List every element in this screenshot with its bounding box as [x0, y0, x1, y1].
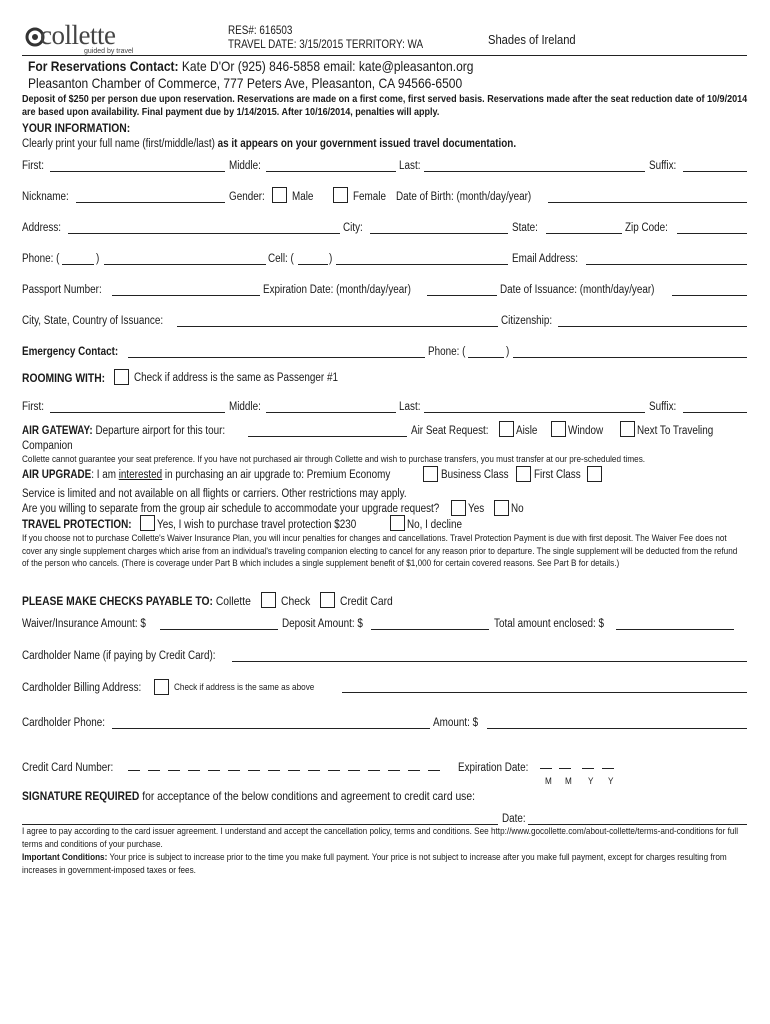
companion-label: Companion [22, 440, 73, 452]
cell-paren: ) [329, 253, 333, 265]
billing-address-field[interactable] [342, 692, 747, 693]
total-enclosed-label: Total amount enclosed: $ [494, 618, 604, 630]
billing-same-label: Check if address is the same as above [174, 682, 315, 693]
amount-field[interactable] [487, 728, 747, 729]
service-limited-note: Service is limited and not available on all flights or carriers. Other restrictions may apply. [22, 488, 407, 500]
cell-field[interactable] [336, 264, 508, 265]
emergency-phone-field[interactable] [513, 357, 747, 358]
contact-org: Pleasanton Chamber of Commerce, 777 Peters Ave, Pleasanton, CA 94566-6500 [28, 75, 463, 91]
air-upgrade-text-b: in purchasing an air upgrade to: Premium Economy [162, 469, 391, 481]
last-name-field[interactable] [424, 171, 645, 172]
res-number: RES#: 616503 [228, 25, 293, 37]
companion-middle-field[interactable] [266, 412, 396, 413]
deposit-amount-field[interactable] [371, 629, 489, 630]
first-name-field[interactable] [50, 171, 225, 172]
companion-first-field[interactable] [50, 412, 225, 413]
deposit-notice: Deposit of $250 per person due upon reservation. Reservations are made on a first come, first served basis. Reservations made after the seat reduction date of 10/9/2014 are based upon availability. Final payment due by 1/14/2015. After 10/16/2014, penalties will apply. [22, 93, 748, 118]
protection-yes-label: Yes, I wish to purchase travel protection $230 [157, 519, 357, 531]
tour-name: Shades of Ireland [488, 32, 576, 47]
credit-card-checkbox[interactable] [320, 592, 335, 608]
collette-logo [22, 20, 142, 58]
female-checkbox[interactable] [333, 187, 348, 203]
emergency-paren: ) [506, 346, 510, 358]
rooming-check-label: Check if address is the same as Passenger #1 [134, 372, 338, 384]
citizenship-label: Citizenship: [501, 315, 553, 327]
cell-label: Cell: ( [268, 253, 294, 265]
emergency-field[interactable] [128, 357, 425, 358]
middle-label: Middle: [229, 160, 261, 172]
air-upgrade-text-a: : I am [91, 469, 119, 481]
checks-payable-line [22, 594, 251, 608]
suffix-field[interactable] [683, 171, 747, 172]
citizenship-field[interactable] [558, 326, 747, 327]
waiver-amount-label: Waiver/Insurance Amount: $ [22, 618, 146, 630]
zip-label: Zip Code: [625, 222, 668, 234]
zip-field[interactable] [677, 233, 747, 234]
window-checkbox[interactable] [551, 421, 566, 437]
passport-label: Passport Number: [22, 284, 102, 296]
air-gateway-line [22, 424, 225, 438]
signature-field[interactable] [22, 824, 498, 825]
companion-suffix-field[interactable] [683, 412, 747, 413]
signature-date-field[interactable] [528, 824, 747, 825]
first-class-label: First Class [534, 469, 581, 481]
contact-label: For Reservations Contact: [28, 58, 179, 74]
last-label: Last: [399, 160, 421, 172]
print-instruction [22, 137, 516, 151]
male-label: Male [292, 191, 314, 203]
brand-tagline: guided by travel [84, 48, 134, 55]
phone-label: Phone: ( [22, 253, 60, 265]
signature-text: for acceptance of the below conditions and agreement to credit card use: [139, 789, 475, 803]
deposit-amount-label: Deposit Amount: $ [282, 618, 363, 630]
card-agreement: I agree to pay according to the card issuer agreement. I understand and accept the cancellation policy, terms and conditions. See http://www.gocollette.com/about-collette/terms-and-conditions for full terms and conditions of your purchase. [22, 826, 739, 850]
next-to-companion-checkbox[interactable] [620, 421, 635, 437]
card-number-field[interactable] [128, 770, 448, 778]
passport-field[interactable] [112, 295, 260, 296]
suffix-label: Suffix: [649, 160, 677, 172]
print-instruction-a: Clearly print your full name (first/middle/last) [22, 138, 218, 150]
male-checkbox[interactable] [272, 187, 287, 203]
protection-no-checkbox[interactable] [390, 515, 405, 531]
amount-label: Amount: $ [433, 717, 479, 729]
phone-paren: ) [96, 253, 100, 265]
protection-yes-checkbox[interactable] [140, 515, 155, 531]
phone-field[interactable] [104, 264, 266, 265]
country-field[interactable] [177, 326, 498, 327]
check-payment-checkbox[interactable] [261, 592, 276, 608]
nickname-field[interactable] [76, 202, 225, 203]
credit-card-label: Credit Card [340, 594, 393, 608]
city-label: City: [343, 222, 363, 234]
brand-name: collette [40, 20, 116, 50]
gender-label: Gender: [229, 191, 265, 203]
issuance-field[interactable] [672, 295, 747, 296]
state-label: State: [512, 222, 538, 234]
rooming-label: ROOMING WITH: [22, 371, 106, 385]
premium-economy-checkbox[interactable] [423, 466, 438, 482]
cardholder-phone-label: Cardholder Phone: [22, 717, 106, 729]
signature-line [22, 789, 475, 803]
business-class-label: Business Class [441, 469, 509, 481]
state-field[interactable] [546, 233, 622, 234]
business-class-checkbox[interactable] [516, 466, 531, 482]
air-gateway-text: Departure airport for this tour: [92, 425, 226, 437]
address-field[interactable] [68, 233, 340, 234]
country-label: City, State, Country of Issuance: [22, 315, 164, 327]
phone-area-field[interactable] [62, 264, 94, 265]
expiration-date-label: Expiration Date: [458, 762, 529, 774]
window-label: Window [568, 425, 604, 437]
protection-no-label: No, I decline [407, 519, 462, 531]
dob-label: Date of Birth: (month/day/year) [396, 191, 532, 203]
header-rule [22, 55, 747, 56]
air-upgrade-line [22, 468, 390, 482]
contact-line [28, 58, 473, 75]
total-enclosed-field[interactable] [616, 629, 734, 630]
separate-yes-checkbox[interactable] [451, 500, 466, 516]
signature-required-label: SIGNATURE REQUIRED [22, 789, 140, 803]
middle-name-field[interactable] [266, 171, 396, 172]
city-field[interactable] [370, 233, 508, 234]
companion-last-label: Last: [399, 401, 421, 413]
exp-m1: M [545, 776, 552, 787]
next-to-label: Next To Traveling [637, 425, 714, 437]
your-information-heading: YOUR INFORMATION: [22, 121, 131, 135]
signature-date-label: Date: [502, 813, 526, 825]
issuance-label: Date of Issuance: (month/day/year) [500, 284, 655, 296]
cardholder-phone-field[interactable] [112, 728, 430, 729]
separate-no-label: No [511, 503, 524, 515]
first-label: First: [22, 160, 44, 172]
companion-suffix-label: Suffix: [649, 401, 677, 413]
checks-payable-label: PLEASE MAKE CHECKS PAYABLE TO: [22, 594, 213, 608]
cardholder-name-label: Cardholder Name (if paying by Credit Card): [22, 650, 216, 662]
separate-question: Are you willing to separate from the group air schedule to accommodate your upgrade request? [22, 503, 440, 515]
departure-airport-field[interactable] [248, 436, 407, 437]
important-conditions [22, 852, 744, 877]
aisle-label: Aisle [516, 425, 538, 437]
exp-y2: Y [608, 776, 614, 787]
passport-expiration-field[interactable] [427, 295, 497, 296]
protection-note: If you choose not to purchase Collette's Waiver Insurance Plan, you will incur penalties for changes and cancellations. Travel Protection Payment is due with first deposit. The Waiver Fee does not cover any single supplement charges which arise from an individual's traveling companion electing to cancel for any reason prior to departure. The single supplement will be deducted from the refund of the person who cancels. (There is coverage under Part B which includes a single supplement benefit of $1,000 for certain covered reasons. See Part B for details.) [22, 533, 738, 569]
travel-protection-label: TRAVEL PROTECTION: [22, 519, 132, 531]
card-number-label: Credit Card Number: [22, 762, 114, 774]
print-instruction-b: as it appears on your government issued travel documentation. [217, 138, 517, 150]
check-label: Check [281, 594, 311, 608]
separate-yes-label: Yes [468, 503, 485, 515]
exp-m2: M [565, 776, 572, 787]
companion-first-label: First: [22, 401, 44, 413]
dob-field[interactable] [548, 202, 747, 203]
expiration-label: Expiration Date: (month/day/year) [263, 284, 411, 296]
companion-middle-label: Middle: [229, 401, 261, 413]
payee-name: Collette [212, 594, 251, 608]
companion-last-field[interactable] [424, 412, 645, 413]
contact-value: Kate D'Or (925) 846-5858 email: kate@pleasanton.org [178, 58, 474, 74]
separate-no-checkbox[interactable] [494, 500, 509, 516]
air-upgrade-interested: interested [118, 469, 163, 481]
emergency-phone-label: Phone: ( [428, 346, 466, 358]
waiver-amount-field[interactable] [160, 629, 278, 630]
email-label: Email Address: [512, 253, 578, 265]
emergency-area-field[interactable] [468, 357, 504, 358]
first-class-checkbox[interactable] [587, 466, 602, 482]
rooming-same-address-checkbox[interactable] [114, 369, 129, 385]
seat-note: Collette cannot guarantee your seat preference. If you have not purchased air through Collette and wish to purchase transfers, you must transfer at our pre-scheduled times. [22, 454, 646, 465]
email-field[interactable] [586, 264, 747, 265]
emergency-label: Emergency Contact: [22, 346, 119, 358]
billing-same-checkbox[interactable] [154, 679, 169, 695]
nickname-label: Nickname: [22, 191, 69, 203]
travel-date: TRAVEL DATE: 3/15/2015 TERRITORY: WA [228, 39, 424, 51]
exp-y1: Y [588, 776, 594, 787]
aisle-checkbox[interactable] [499, 421, 514, 437]
seat-request-label: Air Seat Request: [411, 425, 489, 437]
female-label: Female [353, 191, 386, 203]
important-label: Important Conditions: [22, 852, 108, 863]
address-label: Address: [22, 222, 62, 234]
important-text: Your price is subject to increase prior to the time you make full payment. Your price is not subject to increase after you make full payment, except for charges resulting from increases in government-imposed taxes or fees. [22, 852, 727, 876]
cardholder-name-field[interactable] [232, 661, 747, 662]
air-upgrade-label: AIR UPGRADE [22, 469, 92, 481]
cell-area-field[interactable] [298, 264, 328, 265]
air-gateway-label: AIR GATEWAY: [22, 425, 93, 437]
billing-address-label: Cardholder Billing Address: [22, 682, 142, 694]
